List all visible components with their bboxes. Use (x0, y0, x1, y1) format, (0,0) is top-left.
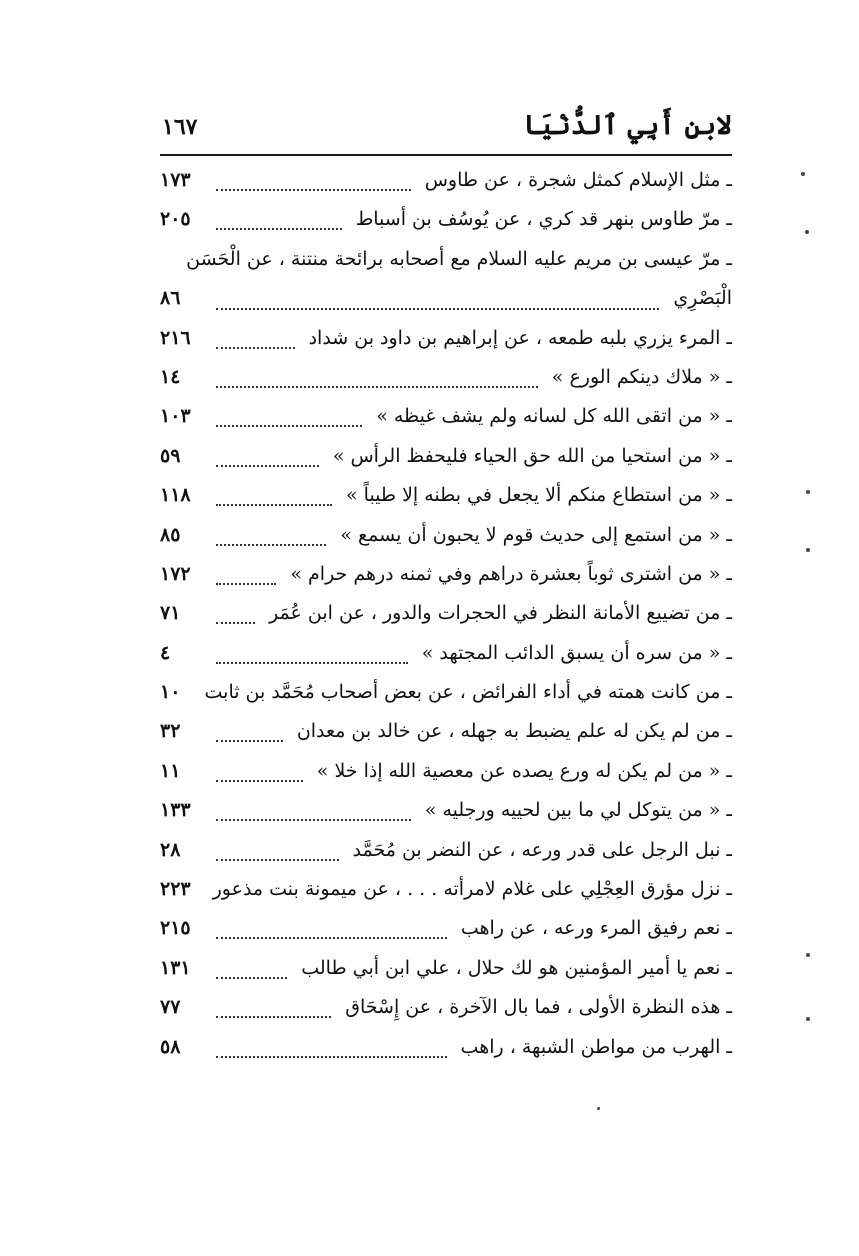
entry-page-number: ٥٩ (160, 444, 181, 467)
leader-dots (216, 602, 255, 624)
index-entry (160, 437, 732, 476)
leader-dots (216, 996, 331, 1018)
index-entry (160, 909, 732, 948)
entry-text: ـ « من استحيا من الله حق الحياء فليحفظ الرأس » (332, 444, 732, 467)
scan-speck (801, 172, 805, 176)
entry-text: ـ نعم رفيق المرء ورعه ، عن راهب (460, 917, 732, 940)
entry-page-number: ٥٨ (160, 1035, 181, 1058)
index-entry (160, 949, 732, 988)
entry-page-number: ٢٨ (160, 838, 181, 861)
entry-page-number: ١٤ (160, 365, 181, 388)
entry-text: ـ « من استطاع منكم ألا يجعل في بطنه إلا طيباً » (345, 484, 732, 507)
scan-speck (597, 1107, 600, 1110)
index-entry (160, 712, 732, 751)
entry-text: ـ من كانت همته في أداء الفرائض ، عن بعض أصحاب مُحَمَّد بن ثابت (204, 681, 732, 704)
entry-page-number: ٧٧ (160, 996, 181, 1019)
entry-page-number: ٢٠٥ (160, 208, 191, 231)
page-header (160, 106, 732, 156)
leader-dots (216, 839, 339, 861)
leader-dots (216, 760, 303, 782)
scan-speck (806, 1017, 810, 1021)
leader-dots (216, 957, 287, 979)
entry-page-number: ١٠ (160, 681, 181, 704)
index-entry (160, 200, 732, 239)
entry-text: ـ مثل الإسلام كمثل شجرة ، عن طاوس (424, 169, 732, 191)
entry-page-number: ٢١٥ (160, 917, 191, 940)
index-entry (160, 988, 732, 1027)
leader-dots (216, 445, 319, 467)
entry-text: ـ نزل مؤرق العِجْلِي على غلام لامرأته . . . ، عن ميمونة بنت مذعور (212, 878, 732, 901)
entry-page-number: ١٠٣ (160, 405, 191, 428)
index-entry (160, 634, 732, 673)
scan-speck (805, 230, 809, 234)
entry-page-number: ٢٢٣ (160, 878, 191, 901)
entry-page-number: ٧١ (160, 602, 181, 625)
entry-page-number: ١٧٢ (160, 562, 191, 585)
entry-text: ـ « من سره أن يسبق الدائب المجتهد » (421, 641, 732, 664)
leader-dots (216, 327, 295, 349)
index-entry (160, 752, 732, 791)
leader-dots (216, 642, 408, 664)
leader-dots (216, 563, 276, 585)
index-entry (160, 594, 732, 633)
entry-page-number: ٤ (160, 641, 171, 664)
scan-speck (806, 490, 810, 494)
index-entry (160, 161, 732, 200)
entry-page-number: ١١٨ (160, 484, 191, 507)
entry-text: ـ من لم يكن له علم يضبط به جهله ، عن خالد بن معدان (296, 720, 732, 743)
index-entry (160, 831, 732, 870)
index-entry (160, 555, 732, 594)
entry-text: ـ « من لم يكن له ورع يصده عن معصية الله إذا خلا » (316, 759, 732, 782)
entry-text: ـ نبل الرجل على قدر ورعه ، عن النضر بن مُحَمَّد (352, 838, 732, 861)
entry-page-number: ٣٢ (160, 720, 181, 743)
leader-dots (216, 720, 283, 742)
entry-text: ـ مرّ عيسى بن مريم عليه السلام مع أصحابه برائحة منتنة ، عن الْحَسَن الْبَصْرِي (186, 247, 732, 310)
entry-page-number: ١١ (160, 759, 181, 782)
leader-dots (216, 405, 362, 427)
entry-text: ـ « من اتقى الله كل لسانه ولم يشف غيظه » (376, 405, 732, 428)
entry-text: ـ « من اشترى ثوباً بعشرة دراهم وفي ثمنه درهم حرام » (290, 562, 732, 585)
scan-speck (806, 548, 810, 552)
entry-page-number: ١٣١ (160, 956, 191, 979)
scan-speck (806, 953, 810, 957)
running-title: لابنِ أَبِي ٱلدُّنْيَا (523, 110, 732, 141)
index-entry (160, 476, 732, 515)
leader-dots (216, 208, 342, 230)
leader-dots (216, 484, 332, 506)
entry-text: ـ هذه النظرة الأولى ، فما بال الآخرة ، عن إِسْحَاق (345, 996, 732, 1019)
index-entry (160, 1028, 732, 1067)
leader-dots (216, 288, 659, 310)
entry-text: ـ من تضييع الأمانة النظر في الحجرات والدور ، عن ابن عُمَر (269, 602, 732, 625)
entry-text: ـ نعم يا أمير المؤمنين هو لك حلال ، علي ابن أبي طالب (301, 956, 732, 979)
leader-dots (216, 917, 447, 939)
entry-text: ـ المرء يزري بلبه طمعه ، عن إبراهيم بن داود بن شداد (308, 326, 732, 349)
entry-text: ـ « ملاك دينكم الورع » (551, 365, 732, 388)
entry-page-number: ٨٦ (160, 287, 181, 310)
leader-dots (216, 169, 411, 191)
entry-text: ـ الهرب من مواطن الشبهة ، راهب (460, 1035, 732, 1058)
leader-dots (216, 366, 538, 388)
entry-page-number: ٨٥ (160, 523, 181, 546)
index-entry (160, 358, 732, 397)
index-entry (160, 791, 732, 830)
entry-text: ـ مرّ طاوس بنهر قد كري ، عن يُوسُف بن أسباط (355, 208, 732, 231)
index-entry (160, 870, 732, 909)
leader-dots (216, 1036, 447, 1058)
entry-page-number: ٢١٦ (160, 326, 191, 349)
index-entry (160, 240, 732, 319)
entry-text: ـ « من استمع إلى حديث قوم لا يحبون أن يسمع » (340, 523, 732, 546)
index-entry (160, 397, 732, 436)
index-entry (160, 319, 732, 358)
entry-text: ـ « من يتوكل لي ما بين لحييه ورجليه » (424, 799, 732, 822)
index-list (160, 161, 732, 1067)
page-number: ١٦٧ (162, 114, 198, 140)
index-entry (160, 673, 732, 712)
leader-dots (216, 524, 326, 546)
index-entry (160, 516, 732, 555)
entry-page-number: ١٧٣ (160, 169, 191, 191)
entry-page-number: ١٣٣ (160, 799, 191, 822)
leader-dots (216, 799, 411, 821)
